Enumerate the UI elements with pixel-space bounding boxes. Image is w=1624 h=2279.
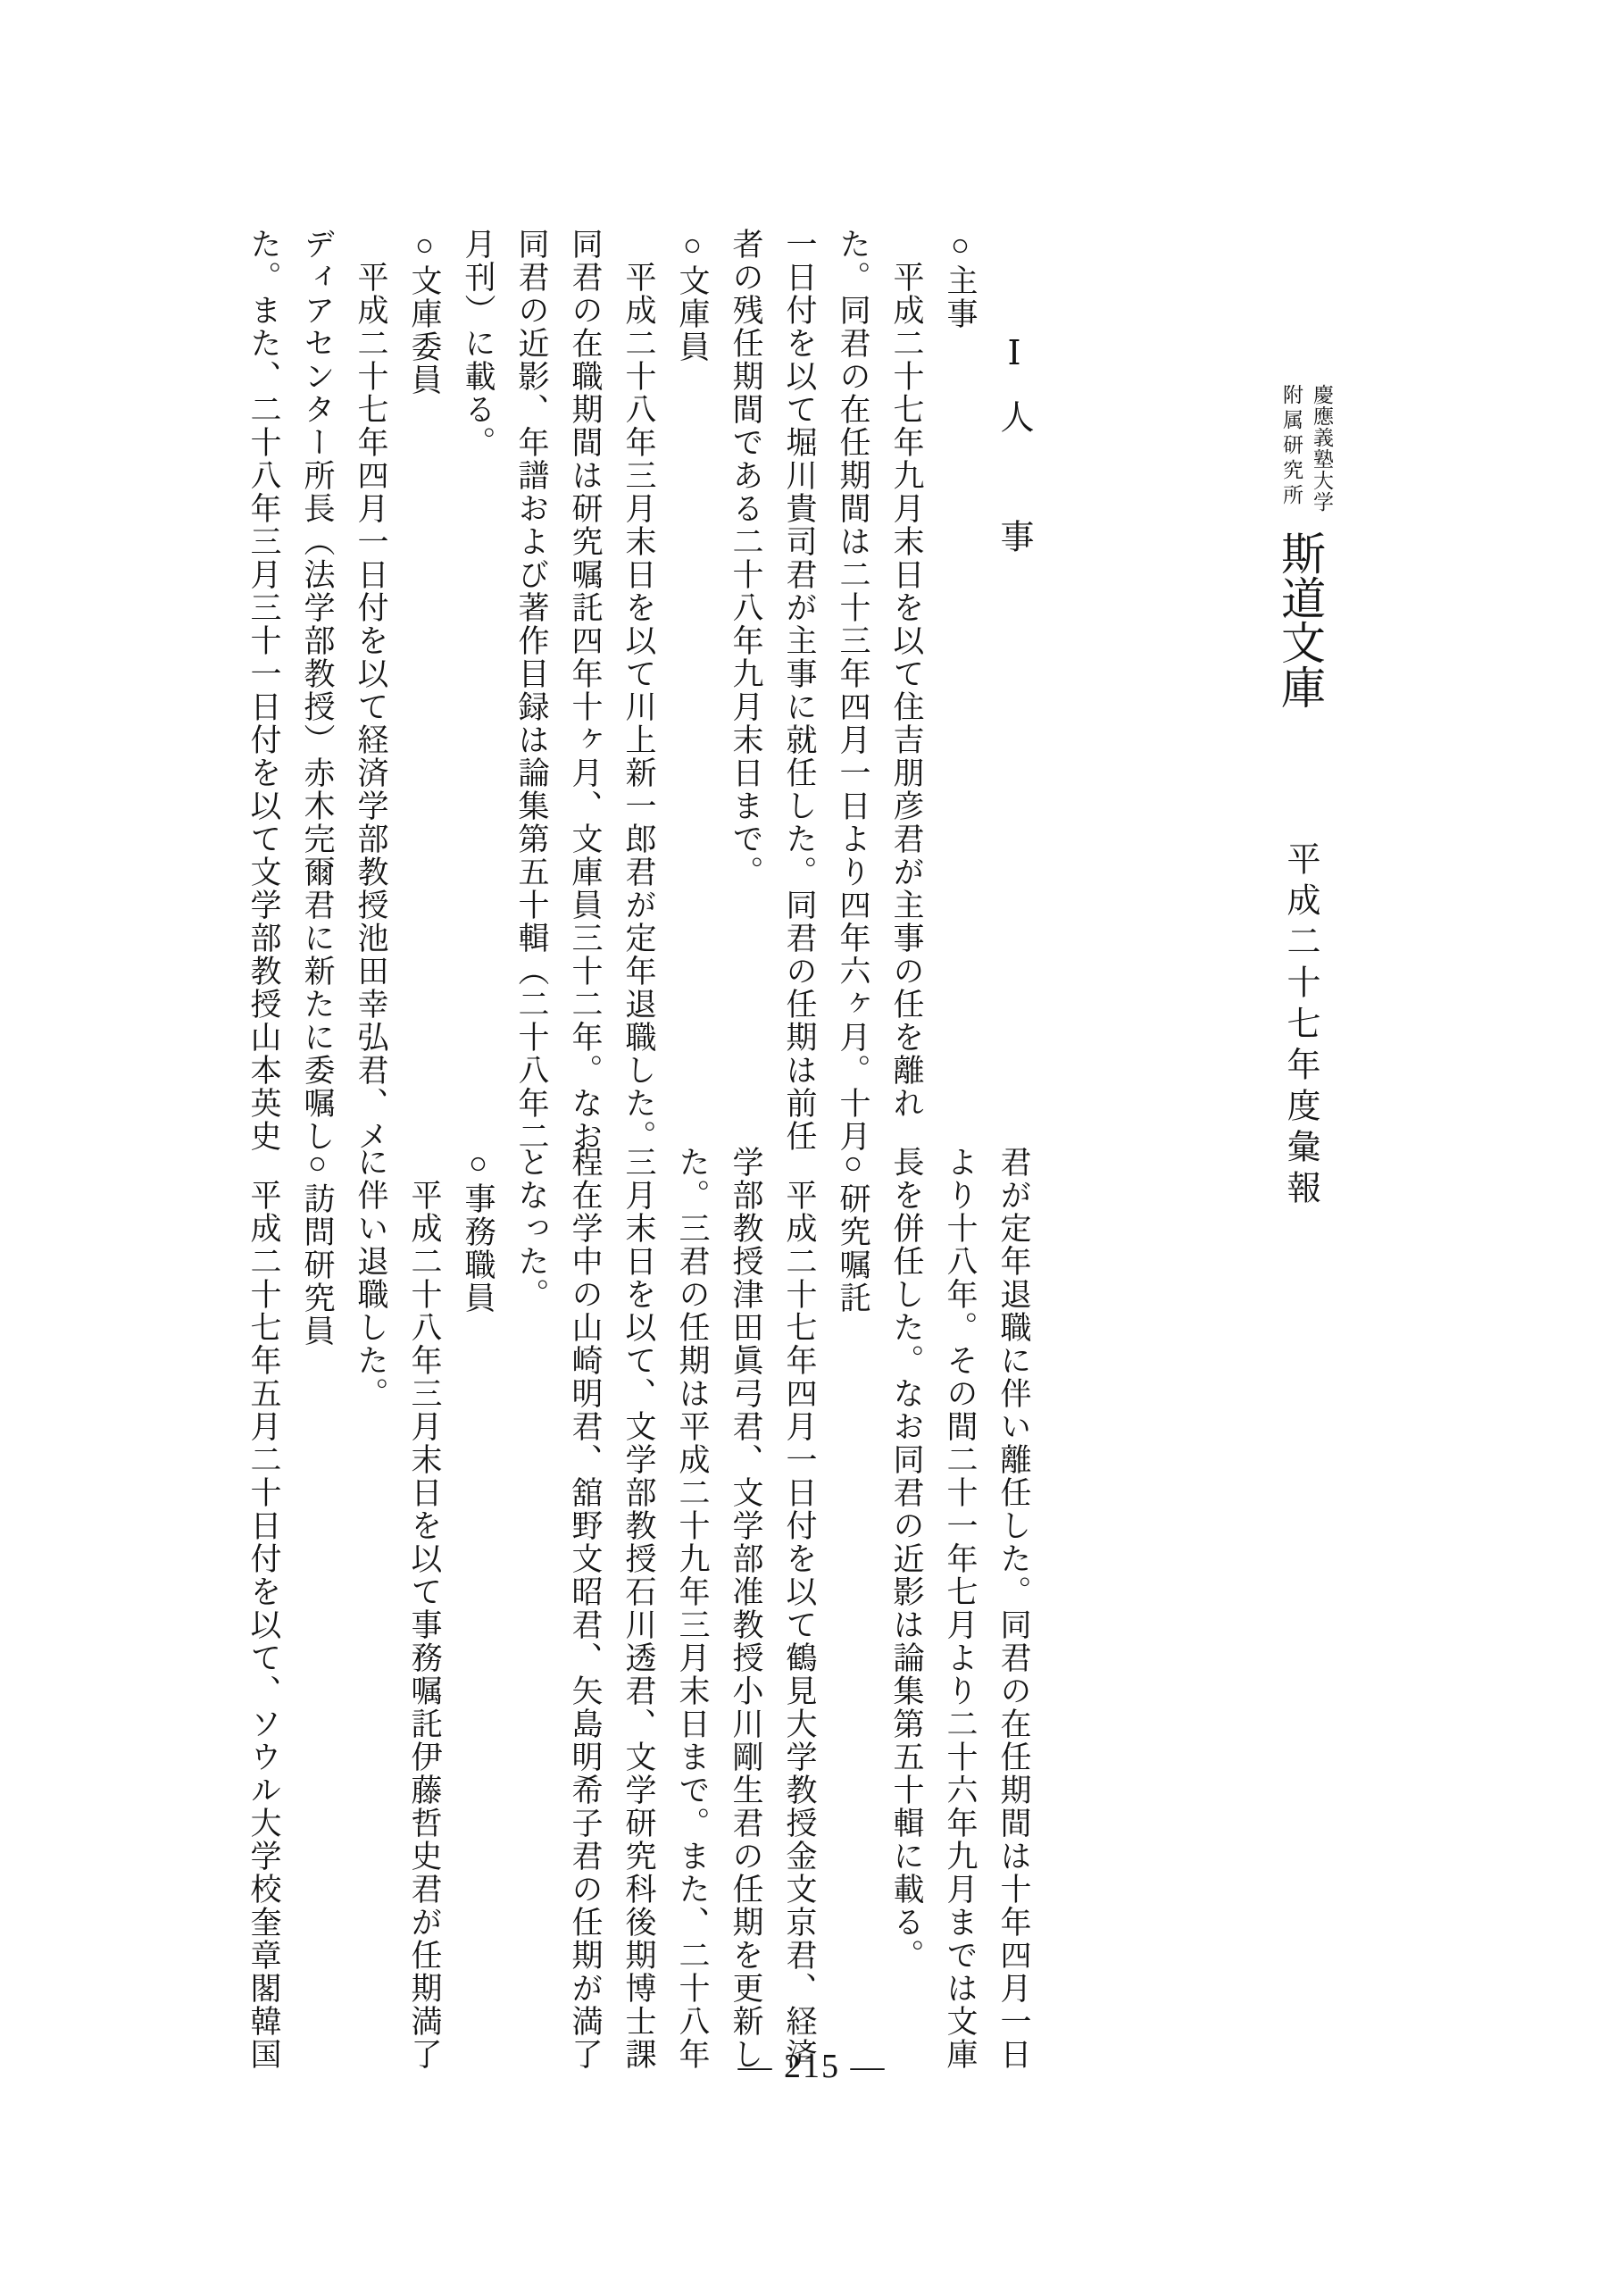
paragraph-research-fellows: 平成二十七年四月一日付を以て鶴見大学教授金文京君、経済学部教授津田眞弓君、文学部准教授小川剛生君の任期を更新した。三君の任期は平成二十九年三月末日まで。また、二十八年三月末日を以て、文学部教授石川透君、文学研究科後期博士課程在学中の山崎明君、舘野文昭君、矢島明希子君の任期が満了となった。	[514, 1146, 817, 2071]
heading-library-committee: ○文庫委員	[407, 228, 442, 397]
paragraph-library-committee-part1: 平成二十七年四月一日付を以て経済学部教授池田幸弘君、メディアセンター所長（法学部教授）赤木完爾君に新たに委嘱した。また、二十八年三月三十一日付を以て文学部教授山本英史	[246, 228, 388, 1153]
section-header-jinji	[987, 333, 1040, 1156]
section-numeral: Ⅰ	[995, 333, 1032, 372]
heading-administrative-staff: ○事務職員	[461, 1146, 496, 1315]
section-title-char-2: 事	[995, 519, 1032, 553]
heading-library-staff: ○文庫員	[675, 228, 710, 363]
heading-visiting-researchers: ○訪問研究員	[300, 1146, 335, 1348]
masthead-title-column	[1272, 530, 1328, 1227]
lower-text-register	[237, 1146, 1040, 2074]
institution-name-line2: 附属研究所	[1280, 384, 1303, 509]
annual-report-title: 平成二十七年度彙報	[1281, 841, 1319, 1211]
library-name: 斯道文庫	[1275, 530, 1325, 709]
section-title-char-1: 人	[995, 399, 1032, 433]
paragraph-library-staff: 平成二十八年三月末日を以て川上新一郎君が定年退職した。同君の在職期間は研究嘱託四年十ヶ月、文庫員三十二年。なお同君の近影、年譜および著作目録は論集第五十輯（二十八年二月刊）に載る。	[461, 228, 656, 1153]
institution-name-line1: 慶應義塾大学	[1311, 384, 1333, 513]
upper-text-register	[237, 228, 1040, 1156]
paragraph-chief: 平成二十七年九月末日を以て住吉朋彦君が主事の任を離れた。同君の在任期間は二十三年四月一日より四年六ヶ月。十月一日付を以て堀川貴司君が主事に就任した。同君の任期は前任者の残任期間である二十八年九月末日まで。	[729, 228, 924, 1153]
heading-research-fellows: ○研究嘱託	[836, 1146, 870, 1315]
paragraph-library-committee-part2: 君が定年退職に伴い離任した。同君の在任期間は十年四月一日より十八年。その間二十一年七月より二十六年九月までは文庫長を併任した。なお同君の近影は論集第五十輯に載る。	[889, 1146, 1031, 2071]
page-number: — 215 —	[737, 2048, 887, 2085]
heading-chief: ○主事	[943, 228, 978, 330]
paragraph-administrative-staff: 平成二十八年三月末日を以て事務嘱託伊藤哲史君が任期満了に伴い退職した。	[354, 1146, 442, 2071]
paragraph-visiting-researchers: 平成二十七年五月二十日付を以て、ソウル大学校奎章閣韓国	[246, 1179, 281, 2071]
masthead-institution	[1276, 384, 1337, 513]
